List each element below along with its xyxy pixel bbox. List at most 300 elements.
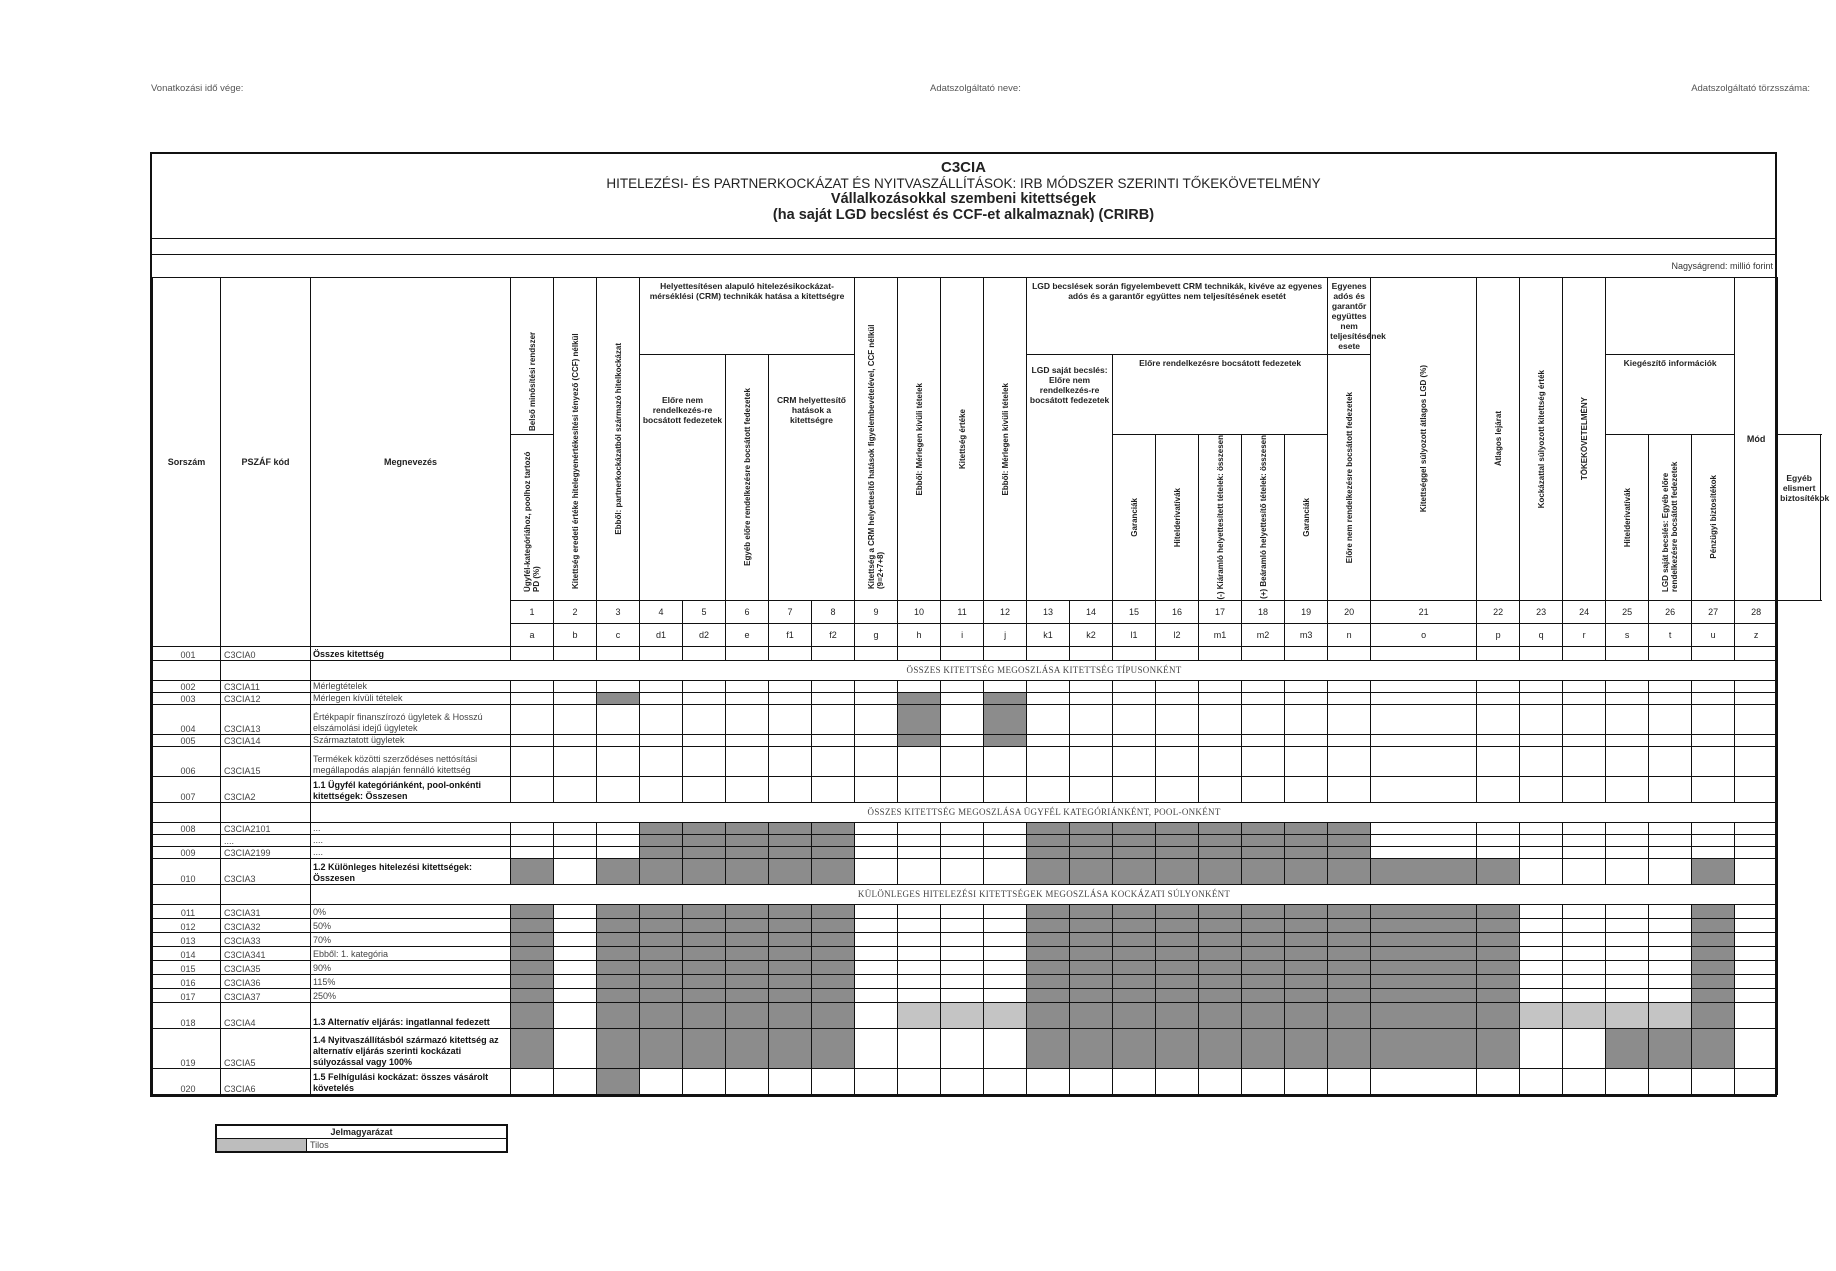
data-cell[interactable] (1285, 776, 1328, 802)
data-cell[interactable] (1692, 704, 1735, 734)
data-cell[interactable] (1606, 904, 1649, 918)
data-cell[interactable] (1520, 776, 1563, 802)
data-cell[interactable] (898, 646, 941, 660)
data-cell[interactable] (941, 834, 984, 846)
data-cell[interactable] (1692, 974, 1735, 988)
data-cell[interactable] (1563, 1028, 1606, 1068)
data-cell[interactable] (1027, 918, 1070, 932)
data-cell[interactable] (640, 646, 683, 660)
data-cell[interactable] (1242, 918, 1285, 932)
data-cell[interactable] (812, 988, 855, 1002)
data-cell[interactable] (726, 734, 769, 746)
data-cell[interactable] (1520, 1028, 1563, 1068)
data-cell[interactable] (1606, 1028, 1649, 1068)
data-cell[interactable] (769, 1068, 812, 1094)
data-cell[interactable] (511, 946, 554, 960)
data-cell[interactable] (1649, 1028, 1692, 1068)
data-cell[interactable] (898, 822, 941, 834)
data-cell[interactable] (1027, 988, 1070, 1002)
data-cell[interactable] (1649, 904, 1692, 918)
data-cell[interactable] (1606, 1068, 1649, 1094)
data-cell[interactable] (1027, 932, 1070, 946)
data-cell[interactable] (1242, 858, 1285, 884)
data-cell[interactable] (511, 704, 554, 734)
data-cell[interactable] (1692, 1028, 1735, 1068)
data-cell[interactable] (1285, 1068, 1328, 1094)
data-cell[interactable] (1371, 776, 1477, 802)
data-cell[interactable] (1328, 904, 1371, 918)
data-cell[interactable] (511, 734, 554, 746)
data-cell[interactable] (1520, 946, 1563, 960)
data-cell[interactable] (1242, 960, 1285, 974)
data-cell[interactable] (1735, 822, 1778, 834)
data-cell[interactable] (1520, 974, 1563, 988)
data-cell[interactable] (597, 846, 640, 858)
data-cell[interactable] (1735, 834, 1778, 846)
data-cell[interactable] (1371, 822, 1477, 834)
data-cell[interactable] (941, 904, 984, 918)
data-cell[interactable] (683, 946, 726, 960)
data-cell[interactable] (1328, 746, 1371, 776)
data-cell[interactable] (1520, 904, 1563, 918)
data-cell[interactable] (726, 946, 769, 960)
data-cell[interactable] (1520, 822, 1563, 834)
data-cell[interactable] (941, 704, 984, 734)
data-cell[interactable] (511, 646, 554, 660)
data-cell[interactable] (1692, 680, 1735, 692)
data-cell[interactable] (511, 692, 554, 704)
data-cell[interactable] (1563, 1002, 1606, 1028)
data-cell[interactable] (597, 822, 640, 834)
data-cell[interactable] (1692, 946, 1735, 960)
data-cell[interactable] (597, 932, 640, 946)
data-cell[interactable] (554, 692, 597, 704)
data-cell[interactable] (1328, 932, 1371, 946)
data-cell[interactable] (554, 746, 597, 776)
data-cell[interactable] (1371, 988, 1477, 1002)
data-cell[interactable] (1199, 680, 1242, 692)
data-cell[interactable] (726, 746, 769, 776)
data-cell[interactable] (1113, 646, 1156, 660)
data-cell[interactable] (1563, 776, 1606, 802)
data-cell[interactable] (1649, 776, 1692, 802)
data-cell[interactable] (683, 960, 726, 974)
data-cell[interactable] (511, 974, 554, 988)
data-cell[interactable] (1242, 1068, 1285, 1094)
data-cell[interactable] (1113, 932, 1156, 946)
data-cell[interactable] (1606, 1002, 1649, 1028)
data-cell[interactable] (683, 988, 726, 1002)
data-cell[interactable] (984, 932, 1027, 946)
data-cell[interactable] (1070, 932, 1113, 946)
data-cell[interactable] (683, 734, 726, 746)
data-cell[interactable] (1070, 822, 1113, 834)
data-cell[interactable] (1113, 1068, 1156, 1094)
data-cell[interactable] (1285, 734, 1328, 746)
data-cell[interactable] (683, 776, 726, 802)
data-cell[interactable] (1285, 746, 1328, 776)
data-cell[interactable] (1328, 1068, 1371, 1094)
data-cell[interactable] (855, 918, 898, 932)
data-cell[interactable] (640, 858, 683, 884)
data-cell[interactable] (1735, 646, 1778, 660)
data-cell[interactable] (898, 974, 941, 988)
data-cell[interactable] (1649, 918, 1692, 932)
data-cell[interactable] (1520, 858, 1563, 884)
data-cell[interactable] (1520, 734, 1563, 746)
data-cell[interactable] (1285, 1028, 1328, 1068)
data-cell[interactable] (1735, 704, 1778, 734)
data-cell[interactable] (1199, 692, 1242, 704)
data-cell[interactable] (1242, 1002, 1285, 1028)
data-cell[interactable] (726, 960, 769, 974)
data-cell[interactable] (941, 680, 984, 692)
data-cell[interactable] (1242, 846, 1285, 858)
data-cell[interactable] (1199, 932, 1242, 946)
data-cell[interactable] (511, 1068, 554, 1094)
data-cell[interactable] (1735, 776, 1778, 802)
data-cell[interactable] (941, 1002, 984, 1028)
data-cell[interactable] (812, 692, 855, 704)
data-cell[interactable] (1692, 646, 1735, 660)
data-cell[interactable] (1371, 680, 1477, 692)
data-cell[interactable] (640, 960, 683, 974)
data-cell[interactable] (1242, 932, 1285, 946)
data-cell[interactable] (554, 734, 597, 746)
data-cell[interactable] (597, 918, 640, 932)
data-cell[interactable] (769, 988, 812, 1002)
data-cell[interactable] (1285, 858, 1328, 884)
data-cell[interactable] (1199, 704, 1242, 734)
data-cell[interactable] (1199, 746, 1242, 776)
data-cell[interactable] (812, 1068, 855, 1094)
data-cell[interactable] (1477, 858, 1520, 884)
data-cell[interactable] (1113, 822, 1156, 834)
data-cell[interactable] (554, 846, 597, 858)
data-cell[interactable] (1371, 960, 1477, 974)
data-cell[interactable] (1371, 932, 1477, 946)
data-cell[interactable] (511, 1028, 554, 1068)
data-cell[interactable] (1563, 918, 1606, 932)
data-cell[interactable] (1563, 734, 1606, 746)
data-cell[interactable] (1371, 918, 1477, 932)
data-cell[interactable] (1070, 960, 1113, 974)
data-cell[interactable] (1649, 734, 1692, 746)
data-cell[interactable] (769, 646, 812, 660)
data-cell[interactable] (1606, 776, 1649, 802)
data-cell[interactable] (1649, 946, 1692, 960)
data-cell[interactable] (1520, 692, 1563, 704)
data-cell[interactable] (1371, 692, 1477, 704)
data-cell[interactable] (1563, 746, 1606, 776)
data-cell[interactable] (855, 704, 898, 734)
data-cell[interactable] (984, 1028, 1027, 1068)
data-cell[interactable] (1735, 974, 1778, 988)
data-cell[interactable] (554, 704, 597, 734)
data-cell[interactable] (1113, 834, 1156, 846)
data-cell[interactable] (511, 776, 554, 802)
data-cell[interactable] (683, 846, 726, 858)
data-cell[interactable] (683, 834, 726, 846)
data-cell[interactable] (1692, 822, 1735, 834)
data-cell[interactable] (1563, 1068, 1606, 1094)
data-cell[interactable] (812, 846, 855, 858)
data-cell[interactable] (726, 680, 769, 692)
data-cell[interactable] (511, 834, 554, 846)
data-cell[interactable] (1242, 946, 1285, 960)
data-cell[interactable] (1649, 1002, 1692, 1028)
data-cell[interactable] (511, 858, 554, 884)
data-cell[interactable] (769, 904, 812, 918)
data-cell[interactable] (1328, 988, 1371, 1002)
data-cell[interactable] (1156, 692, 1199, 704)
data-cell[interactable] (1156, 1068, 1199, 1094)
data-cell[interactable] (812, 834, 855, 846)
data-cell[interactable] (597, 974, 640, 988)
data-cell[interactable] (1477, 904, 1520, 918)
data-cell[interactable] (1649, 680, 1692, 692)
data-cell[interactable] (941, 988, 984, 1002)
data-cell[interactable] (984, 974, 1027, 988)
data-cell[interactable] (1735, 746, 1778, 776)
data-cell[interactable] (1242, 646, 1285, 660)
data-cell[interactable] (1027, 734, 1070, 746)
data-cell[interactable] (1113, 858, 1156, 884)
data-cell[interactable] (1606, 918, 1649, 932)
data-cell[interactable] (1520, 846, 1563, 858)
data-cell[interactable] (855, 822, 898, 834)
data-cell[interactable] (1328, 1028, 1371, 1068)
data-cell[interactable] (855, 746, 898, 776)
data-cell[interactable] (812, 646, 855, 660)
data-cell[interactable] (1692, 746, 1735, 776)
data-cell[interactable] (640, 904, 683, 918)
data-cell[interactable] (726, 932, 769, 946)
data-cell[interactable] (1242, 692, 1285, 704)
data-cell[interactable] (1113, 734, 1156, 746)
data-cell[interactable] (1649, 834, 1692, 846)
data-cell[interactable] (597, 646, 640, 660)
data-cell[interactable] (597, 988, 640, 1002)
data-cell[interactable] (1692, 918, 1735, 932)
data-cell[interactable] (597, 960, 640, 974)
data-cell[interactable] (1156, 960, 1199, 974)
data-cell[interactable] (1242, 834, 1285, 846)
data-cell[interactable] (554, 932, 597, 946)
data-cell[interactable] (984, 776, 1027, 802)
data-cell[interactable] (855, 646, 898, 660)
data-cell[interactable] (1199, 834, 1242, 846)
data-cell[interactable] (683, 904, 726, 918)
data-cell[interactable] (769, 692, 812, 704)
data-cell[interactable] (769, 776, 812, 802)
data-cell[interactable] (1070, 974, 1113, 988)
data-cell[interactable] (1606, 960, 1649, 974)
data-cell[interactable] (1606, 846, 1649, 858)
data-cell[interactable] (855, 846, 898, 858)
data-cell[interactable] (1371, 646, 1477, 660)
data-cell[interactable] (1735, 680, 1778, 692)
data-cell[interactable] (597, 692, 640, 704)
data-cell[interactable] (1477, 646, 1520, 660)
data-cell[interactable] (1156, 746, 1199, 776)
data-cell[interactable] (554, 646, 597, 660)
data-cell[interactable] (1285, 646, 1328, 660)
data-cell[interactable] (812, 946, 855, 960)
data-cell[interactable] (1520, 680, 1563, 692)
data-cell[interactable] (554, 974, 597, 988)
data-cell[interactable] (554, 834, 597, 846)
data-cell[interactable] (812, 918, 855, 932)
data-cell[interactable] (1242, 822, 1285, 834)
data-cell[interactable] (1649, 932, 1692, 946)
data-cell[interactable] (812, 960, 855, 974)
data-cell[interactable] (1285, 834, 1328, 846)
data-cell[interactable] (1156, 680, 1199, 692)
data-cell[interactable] (511, 960, 554, 974)
data-cell[interactable] (1027, 858, 1070, 884)
data-cell[interactable] (1328, 692, 1371, 704)
data-cell[interactable] (855, 1028, 898, 1068)
data-cell[interactable] (1328, 1002, 1371, 1028)
data-cell[interactable] (769, 918, 812, 932)
data-cell[interactable] (597, 704, 640, 734)
data-cell[interactable] (941, 960, 984, 974)
data-cell[interactable] (855, 932, 898, 946)
data-cell[interactable] (984, 704, 1027, 734)
data-cell[interactable] (1156, 846, 1199, 858)
data-cell[interactable] (683, 1028, 726, 1068)
data-cell[interactable] (1156, 776, 1199, 802)
data-cell[interactable] (1199, 646, 1242, 660)
data-cell[interactable] (597, 1028, 640, 1068)
data-cell[interactable] (1199, 918, 1242, 932)
data-cell[interactable] (1285, 680, 1328, 692)
data-cell[interactable] (554, 1002, 597, 1028)
data-cell[interactable] (1563, 932, 1606, 946)
data-cell[interactable] (597, 1068, 640, 1094)
data-cell[interactable] (941, 858, 984, 884)
data-cell[interactable] (1113, 776, 1156, 802)
data-cell[interactable] (855, 834, 898, 846)
data-cell[interactable] (1606, 858, 1649, 884)
data-cell[interactable] (1156, 822, 1199, 834)
data-cell[interactable] (1285, 704, 1328, 734)
data-cell[interactable] (1070, 692, 1113, 704)
data-cell[interactable] (1113, 918, 1156, 932)
data-cell[interactable] (855, 960, 898, 974)
data-cell[interactable] (726, 1028, 769, 1068)
data-cell[interactable] (1199, 822, 1242, 834)
data-cell[interactable] (1027, 974, 1070, 988)
data-cell[interactable] (1563, 904, 1606, 918)
data-cell[interactable] (1242, 974, 1285, 988)
data-cell[interactable] (812, 776, 855, 802)
data-cell[interactable] (1156, 858, 1199, 884)
data-cell[interactable] (1692, 858, 1735, 884)
data-cell[interactable] (726, 704, 769, 734)
data-cell[interactable] (855, 904, 898, 918)
data-cell[interactable] (1242, 904, 1285, 918)
data-cell[interactable] (1606, 746, 1649, 776)
data-cell[interactable] (1477, 1028, 1520, 1068)
data-cell[interactable] (855, 946, 898, 960)
data-cell[interactable] (640, 1068, 683, 1094)
data-cell[interactable] (1156, 988, 1199, 1002)
data-cell[interactable] (1199, 1002, 1242, 1028)
data-cell[interactable] (1606, 704, 1649, 734)
data-cell[interactable] (1070, 746, 1113, 776)
data-cell[interactable] (640, 918, 683, 932)
data-cell[interactable] (726, 1002, 769, 1028)
data-cell[interactable] (683, 704, 726, 734)
data-cell[interactable] (597, 834, 640, 846)
data-cell[interactable] (1735, 1028, 1778, 1068)
data-cell[interactable] (640, 834, 683, 846)
data-cell[interactable] (1563, 974, 1606, 988)
data-cell[interactable] (640, 704, 683, 734)
data-cell[interactable] (1328, 960, 1371, 974)
data-cell[interactable] (1477, 704, 1520, 734)
data-cell[interactable] (898, 932, 941, 946)
data-cell[interactable] (1371, 974, 1477, 988)
data-cell[interactable] (1563, 822, 1606, 834)
data-cell[interactable] (683, 646, 726, 660)
data-cell[interactable] (1328, 946, 1371, 960)
data-cell[interactable] (1520, 1068, 1563, 1094)
data-cell[interactable] (726, 988, 769, 1002)
data-cell[interactable] (1113, 680, 1156, 692)
data-cell[interactable] (1692, 960, 1735, 974)
data-cell[interactable] (511, 822, 554, 834)
data-cell[interactable] (1735, 734, 1778, 746)
data-cell[interactable] (726, 1068, 769, 1094)
data-cell[interactable] (511, 918, 554, 932)
data-cell[interactable] (1563, 704, 1606, 734)
data-cell[interactable] (1285, 1002, 1328, 1028)
data-cell[interactable] (855, 1002, 898, 1028)
data-cell[interactable] (511, 680, 554, 692)
data-cell[interactable] (1520, 646, 1563, 660)
data-cell[interactable] (511, 846, 554, 858)
data-cell[interactable] (1156, 834, 1199, 846)
data-cell[interactable] (640, 692, 683, 704)
data-cell[interactable] (554, 1028, 597, 1068)
data-cell[interactable] (597, 776, 640, 802)
data-cell[interactable] (640, 932, 683, 946)
data-cell[interactable] (941, 822, 984, 834)
data-cell[interactable] (1692, 834, 1735, 846)
data-cell[interactable] (1027, 776, 1070, 802)
data-cell[interactable] (812, 680, 855, 692)
data-cell[interactable] (511, 746, 554, 776)
data-cell[interactable] (1285, 692, 1328, 704)
data-cell[interactable] (1649, 704, 1692, 734)
data-cell[interactable] (597, 734, 640, 746)
data-cell[interactable] (1156, 932, 1199, 946)
data-cell[interactable] (1606, 692, 1649, 704)
data-cell[interactable] (1156, 918, 1199, 932)
data-cell[interactable] (898, 834, 941, 846)
data-cell[interactable] (683, 822, 726, 834)
data-cell[interactable] (1113, 846, 1156, 858)
data-cell[interactable] (1242, 776, 1285, 802)
data-cell[interactable] (855, 988, 898, 1002)
data-cell[interactable] (1199, 734, 1242, 746)
data-cell[interactable] (1070, 776, 1113, 802)
data-cell[interactable] (1563, 834, 1606, 846)
data-cell[interactable] (640, 680, 683, 692)
